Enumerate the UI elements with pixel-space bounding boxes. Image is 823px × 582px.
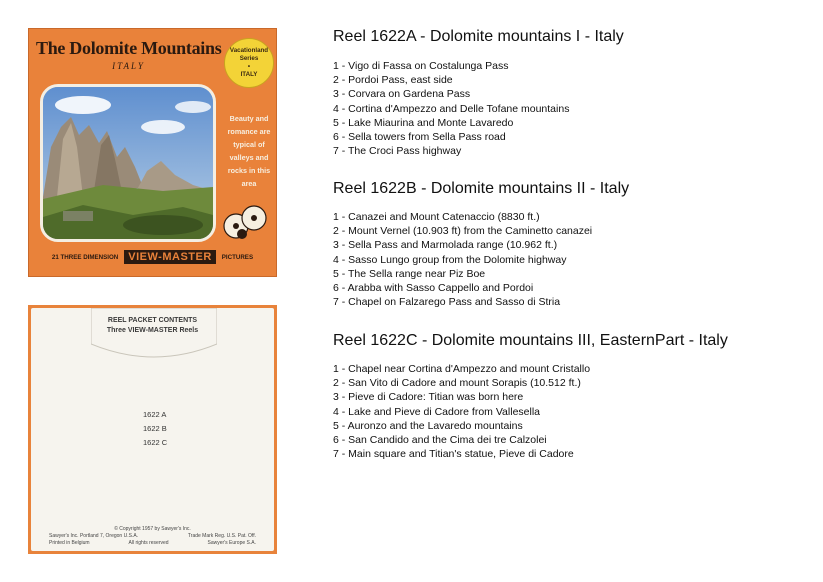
footer-left-text: 21 THREE DIMENSION (51, 253, 119, 261)
list-item: 1 - Vigo di Fassa on Costalunga Pass (333, 60, 509, 72)
back-heading (31, 316, 274, 336)
reel-title-a: Reel 1622A - Dolomite mountains I - Italy (333, 28, 624, 45)
list-item: 4 - Sasso Lungo group from the Dolomite highway (333, 253, 567, 266)
reels-icon (222, 204, 270, 240)
list-item: 6 - Arabba with Sasso Cappello and Pordoi (333, 282, 534, 295)
badge-line: ITALY (240, 71, 258, 78)
list-item: 1 - Canazei and Mount Catenaccio (8830 ft.) (333, 211, 540, 223)
packet-title: The Dolomite Mountains (36, 38, 222, 58)
reel-list-c (333, 362, 590, 461)
printed-text: Printed in Belgium (49, 540, 90, 546)
reel-title-c: Reel 1622C - Dolomite mountains III, EasternPart - Italy (333, 332, 728, 349)
footer-right-text: PICTURES (221, 253, 254, 261)
europe-text: Sawyer's Europe S.A. (207, 540, 256, 546)
view-master-logo: VIEW-MASTER (124, 250, 216, 264)
back-heading-line: REEL PACKET CONTENTS (107, 317, 198, 324)
reel-list-b (333, 210, 592, 309)
list-item: 1 - Chapel near Cortina d'Ampezzo and mount Cristallo (333, 363, 591, 375)
list-item: 6 - San Candido and the Cima dei tre Calzolei (333, 434, 547, 447)
back-footer (31, 526, 274, 547)
vacationland-badge (224, 38, 274, 88)
address-text: Sawyer's Inc. Portland 7, Oregon U.S.A. (49, 533, 139, 539)
list-item: 3 - Corvara on Gardena Pass (333, 88, 471, 101)
front-packet-image (28, 28, 277, 277)
list-item: 3 - Pieve di Cadore: Titian was born here (333, 391, 524, 404)
reel-list-a (333, 59, 569, 158)
reel-code: 1622 B (143, 424, 167, 433)
copyright-text: © Copyright 1957 by Sawyer's Inc. (114, 526, 191, 532)
list-item: 5 - Auronzo and the Lavaredo mountains (333, 419, 523, 432)
reel-code: 1622 A (143, 410, 167, 419)
reel-codes (143, 408, 167, 450)
rights-text: All rights reserved (128, 540, 169, 546)
badge-line: Series (239, 55, 259, 62)
list-item: 5 - The Sella range near Piz Boe (333, 267, 486, 280)
mountain-photo (40, 84, 216, 242)
trademark-text: Trade Mark Reg. U.S. Pat. Off. (187, 533, 256, 539)
list-item: 2 - Pordoi Pass, east side (333, 74, 453, 87)
packet-blurb: Beauty and romance are typical of valleys and rocks in this area (227, 114, 271, 188)
list-item: 5 - Lake Miaurina and Monte Lavaredo (333, 116, 514, 129)
badge-line: Vacationland (229, 47, 269, 54)
list-item: 2 - Mount Vernel (10.903 ft) from the Caminetto canazei (333, 225, 593, 238)
list-item: 4 - Lake and Pieve di Cadore from Vallesella (333, 405, 541, 418)
back-packet-image (28, 305, 277, 554)
reel-title-b: Reel 1622B - Dolomite mountains II - Italy (333, 180, 630, 197)
list-item: 7 - Chapel on Falzarego Pass and Sasso di Stria (333, 296, 561, 309)
back-heading-line: Three VIEW-MASTER Reels (106, 327, 199, 334)
list-item: 7 - Main square and Titian's statue, Pieve di Cadore (333, 448, 574, 461)
list-item: 3 - Sella Pass and Marmolada range (10.962 ft.) (333, 239, 558, 252)
packet-footer (28, 248, 277, 266)
list-item: 7 - The Croci Pass highway (333, 145, 462, 158)
list-item: 6 - Sella towers from Sella Pass road (333, 131, 506, 144)
list-item: 2 - San Vito di Cadore and mount Sorapis (10.512 ft.) (333, 377, 581, 390)
list-item: 4 - Cortina d'Ampezzo and Delle Tofane mountains (333, 102, 570, 115)
badge-line: • (247, 63, 251, 70)
packet-subtitle: ITALY (112, 61, 145, 71)
reel-code: 1622 C (143, 438, 168, 447)
back-packet-panel (31, 308, 274, 551)
